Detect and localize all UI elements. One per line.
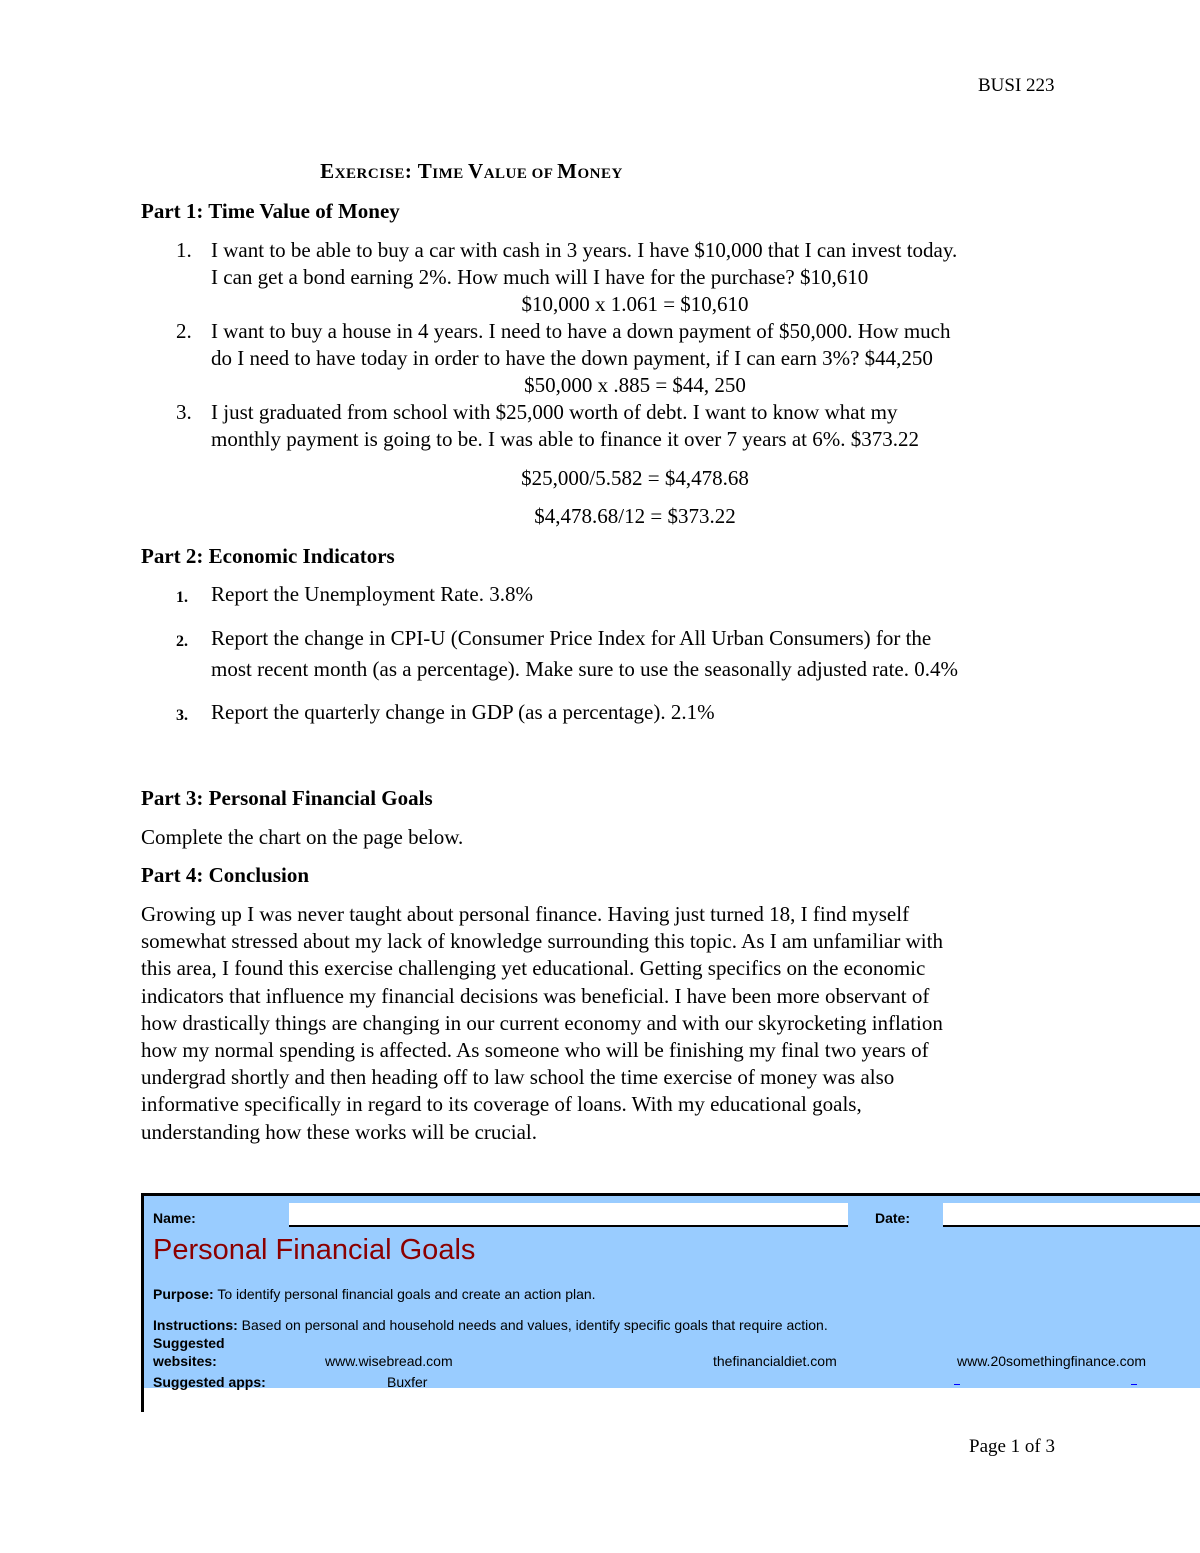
website-link[interactable]: thefinancialdiet.com bbox=[713, 1353, 837, 1369]
app-name: Buxfer bbox=[387, 1374, 428, 1390]
part3-heading: Part 3: Personal Financial Goals bbox=[141, 786, 433, 810]
list-number: 2. bbox=[176, 319, 192, 343]
paragraph-line: understanding how these works will be crucial. bbox=[141, 1119, 537, 1144]
link-underline bbox=[954, 1384, 960, 1385]
part3-text: Complete the chart on the page below. bbox=[141, 825, 464, 849]
page-number: Page 1 of 3 bbox=[969, 1436, 1056, 1457]
paragraph-line: informative specifically in regard to its coverage of loans. With my educational goals, bbox=[141, 1092, 862, 1117]
list-number: 1. bbox=[176, 589, 188, 606]
part1-heading: Part 1: Time Value of Money bbox=[141, 199, 400, 223]
website-link[interactable]: www.wisebread.com bbox=[325, 1353, 453, 1369]
conclusion-paragraph bbox=[141, 901, 1081, 1146]
question-line: Report the quarterly change in GDP (as a percentage). 2.1% bbox=[211, 700, 715, 724]
question-line: I want to buy a house in 4 years. I need to have a down payment of $50,000. How much bbox=[211, 319, 951, 343]
calculation: $4,478.68/12 = $373.22 bbox=[534, 504, 736, 528]
date-field[interactable] bbox=[943, 1203, 1200, 1227]
link-underline bbox=[1131, 1384, 1137, 1385]
list-number: 1. bbox=[176, 238, 192, 262]
paragraph-line: Growing up I was never taught about personal finance. Having just turned 18, I find myself bbox=[141, 902, 910, 926]
name-label: Name: bbox=[153, 1210, 196, 1226]
calculation: $10,000 x 1.061 = $10,610 bbox=[521, 292, 749, 316]
purpose-row bbox=[153, 1286, 596, 1302]
apps-label: Suggested apps: bbox=[153, 1374, 266, 1390]
question-line: I can get a bond earning 2%. How much will I have for the purchase? $10,610 bbox=[211, 265, 869, 289]
date-label: Date: bbox=[875, 1210, 911, 1226]
document-title: EXERCISE: TIME VALUE OF MONEY bbox=[320, 159, 623, 183]
question-line: I just graduated from school with $25,000 worth of debt. I want to know what my bbox=[211, 400, 898, 424]
question-line: Report the change in CPI-U (Consumer Price Index for All Urban Consumers) for the bbox=[211, 626, 932, 650]
question-line: monthly payment is going to be. I was able to finance it over 7 years at 6%. $373.22 bbox=[211, 427, 920, 451]
question-line: I want to be able to buy a car with cash in 3 years. I have $10,000 that I can invest today. bbox=[211, 238, 958, 262]
purpose-label: Purpose: bbox=[153, 1286, 214, 1302]
website-link[interactable]: www.20somethingfinance.com bbox=[957, 1353, 1147, 1369]
course-code: BUSI 223 bbox=[978, 75, 1055, 96]
paragraph-line: this area, I found this exercise challenging yet educational. Getting specifics on the economic bbox=[141, 956, 926, 981]
financial-goals-sheet bbox=[141, 1193, 1200, 1388]
list-number: 3. bbox=[176, 707, 188, 724]
websites-label: Suggested bbox=[153, 1335, 225, 1351]
part4-heading: Part 4: Conclusion bbox=[141, 863, 309, 887]
sheet-border bbox=[141, 1386, 144, 1412]
name-field[interactable] bbox=[289, 1203, 848, 1227]
question-line: most recent month (as a percentage). Make sure to use the seasonally adjusted rate. 0.4% bbox=[211, 657, 958, 681]
purpose-text: To identify personal financial goals and create an action plan. bbox=[217, 1286, 596, 1302]
paragraph-line: how drastically things are changing in our current economy and with our skyrocketing inflation bbox=[141, 1010, 943, 1035]
paragraph-line: undergrad shortly and then heading off to law school the time exercise of money was also bbox=[141, 1065, 895, 1090]
list-number: 2. bbox=[176, 633, 188, 650]
calculation: $25,000/5.582 = $4,478.68 bbox=[521, 466, 749, 490]
websites-label: websites: bbox=[153, 1353, 217, 1369]
instructions-row bbox=[153, 1317, 828, 1333]
part2-heading: Part 2: Economic Indicators bbox=[141, 544, 395, 568]
paragraph-line: somewhat stressed about my lack of knowledge surrounding this topic. As I am unfamiliar with bbox=[141, 929, 943, 954]
instructions-text: Based on personal and household needs and values, identify specific goals that require action. bbox=[241, 1317, 828, 1333]
list-number: 3. bbox=[176, 400, 192, 424]
calculation: $50,000 x .885 = $44, 250 bbox=[524, 373, 746, 397]
paragraph-line: indicators that influence my financial decisions was beneficial. I have been more observant of bbox=[141, 983, 930, 1008]
paragraph-line: how my normal spending is affected. As someone who will be finishing my final two years of bbox=[141, 1038, 929, 1063]
question-line: do I need to have today in order to have the down payment, if I can earn 3%? $44,250 bbox=[211, 346, 933, 370]
question-line: Report the Unemployment Rate. 3.8% bbox=[211, 582, 533, 606]
instructions-label: Instructions: bbox=[153, 1317, 238, 1333]
sheet-title: Personal Financial Goals bbox=[153, 1234, 476, 1266]
